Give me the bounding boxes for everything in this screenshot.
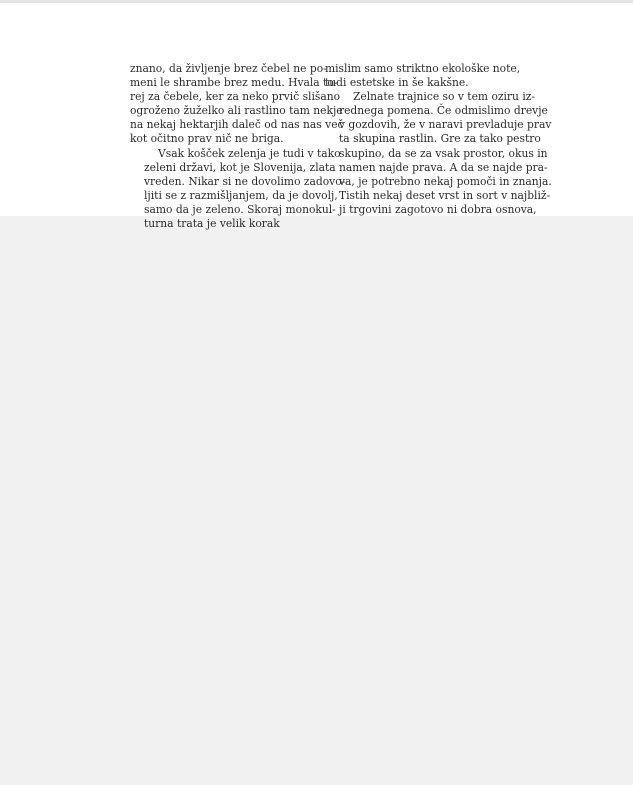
text-line: v gozdovih, že v naravi prevladuje prav xyxy=(339,118,552,132)
paragraph xyxy=(130,146,346,232)
document-page xyxy=(0,3,633,231)
text-line: samo da je zeleno. Skoraj monokul- xyxy=(144,202,336,216)
text-line: vreden. Nikar si ne dovolimo zadovo- xyxy=(144,174,346,188)
text-line: va, je potrebno nekaj pomoči in znanja. xyxy=(339,174,552,188)
right-text-column xyxy=(325,62,552,217)
text-line: zeleni državi, kot je Slovenija, zlata xyxy=(144,160,336,174)
text-line: ji trgovini zagotovo ni dobra osnova, xyxy=(339,202,537,216)
text-line: ta skupina rastlin. Gre za tako pestro xyxy=(339,132,541,146)
text-line: rednega pomena. Če odmislimo drevje xyxy=(339,104,548,118)
text-line: tudi estetske in še kakšne. xyxy=(325,76,469,90)
text-line: namen najde prava. A da se najde pra- xyxy=(339,160,548,174)
left-text-column xyxy=(130,62,346,231)
paragraph xyxy=(325,90,552,217)
text-line: ljiti se z razmišljanjem, da je dovolj, xyxy=(144,188,338,202)
text-line: kot očitno prav nič ne briga. xyxy=(130,132,284,146)
paragraph xyxy=(130,62,344,147)
text-line: na nekaj hektarjih daleč od nas nas več xyxy=(130,118,344,132)
text-line: znano, da življenje brez čebel ne po- xyxy=(130,62,327,75)
text-line: meni le shrambe brez medu. Hvala to- xyxy=(130,76,338,90)
text-line: Zelnate trajnice so v tem oziru iz- xyxy=(353,90,535,104)
text-line: skupino, da se za vsak prostor, okus in xyxy=(339,146,548,160)
text-line: mislim samo striktno ekološke note, xyxy=(325,62,521,75)
text-line: Tistih nekaj deset vrst in sort v najbliž- xyxy=(339,188,551,202)
text-line: ogroženo žuželko ali rastlino tam nekje xyxy=(130,104,343,118)
text-line: turna trata je velik korak xyxy=(144,217,280,231)
text-line: rej za čebele, ker za neko prvič slišano xyxy=(130,90,341,104)
text-line: Vsak košček zelenja je tudi v tako xyxy=(158,146,341,160)
paragraph xyxy=(325,62,521,90)
